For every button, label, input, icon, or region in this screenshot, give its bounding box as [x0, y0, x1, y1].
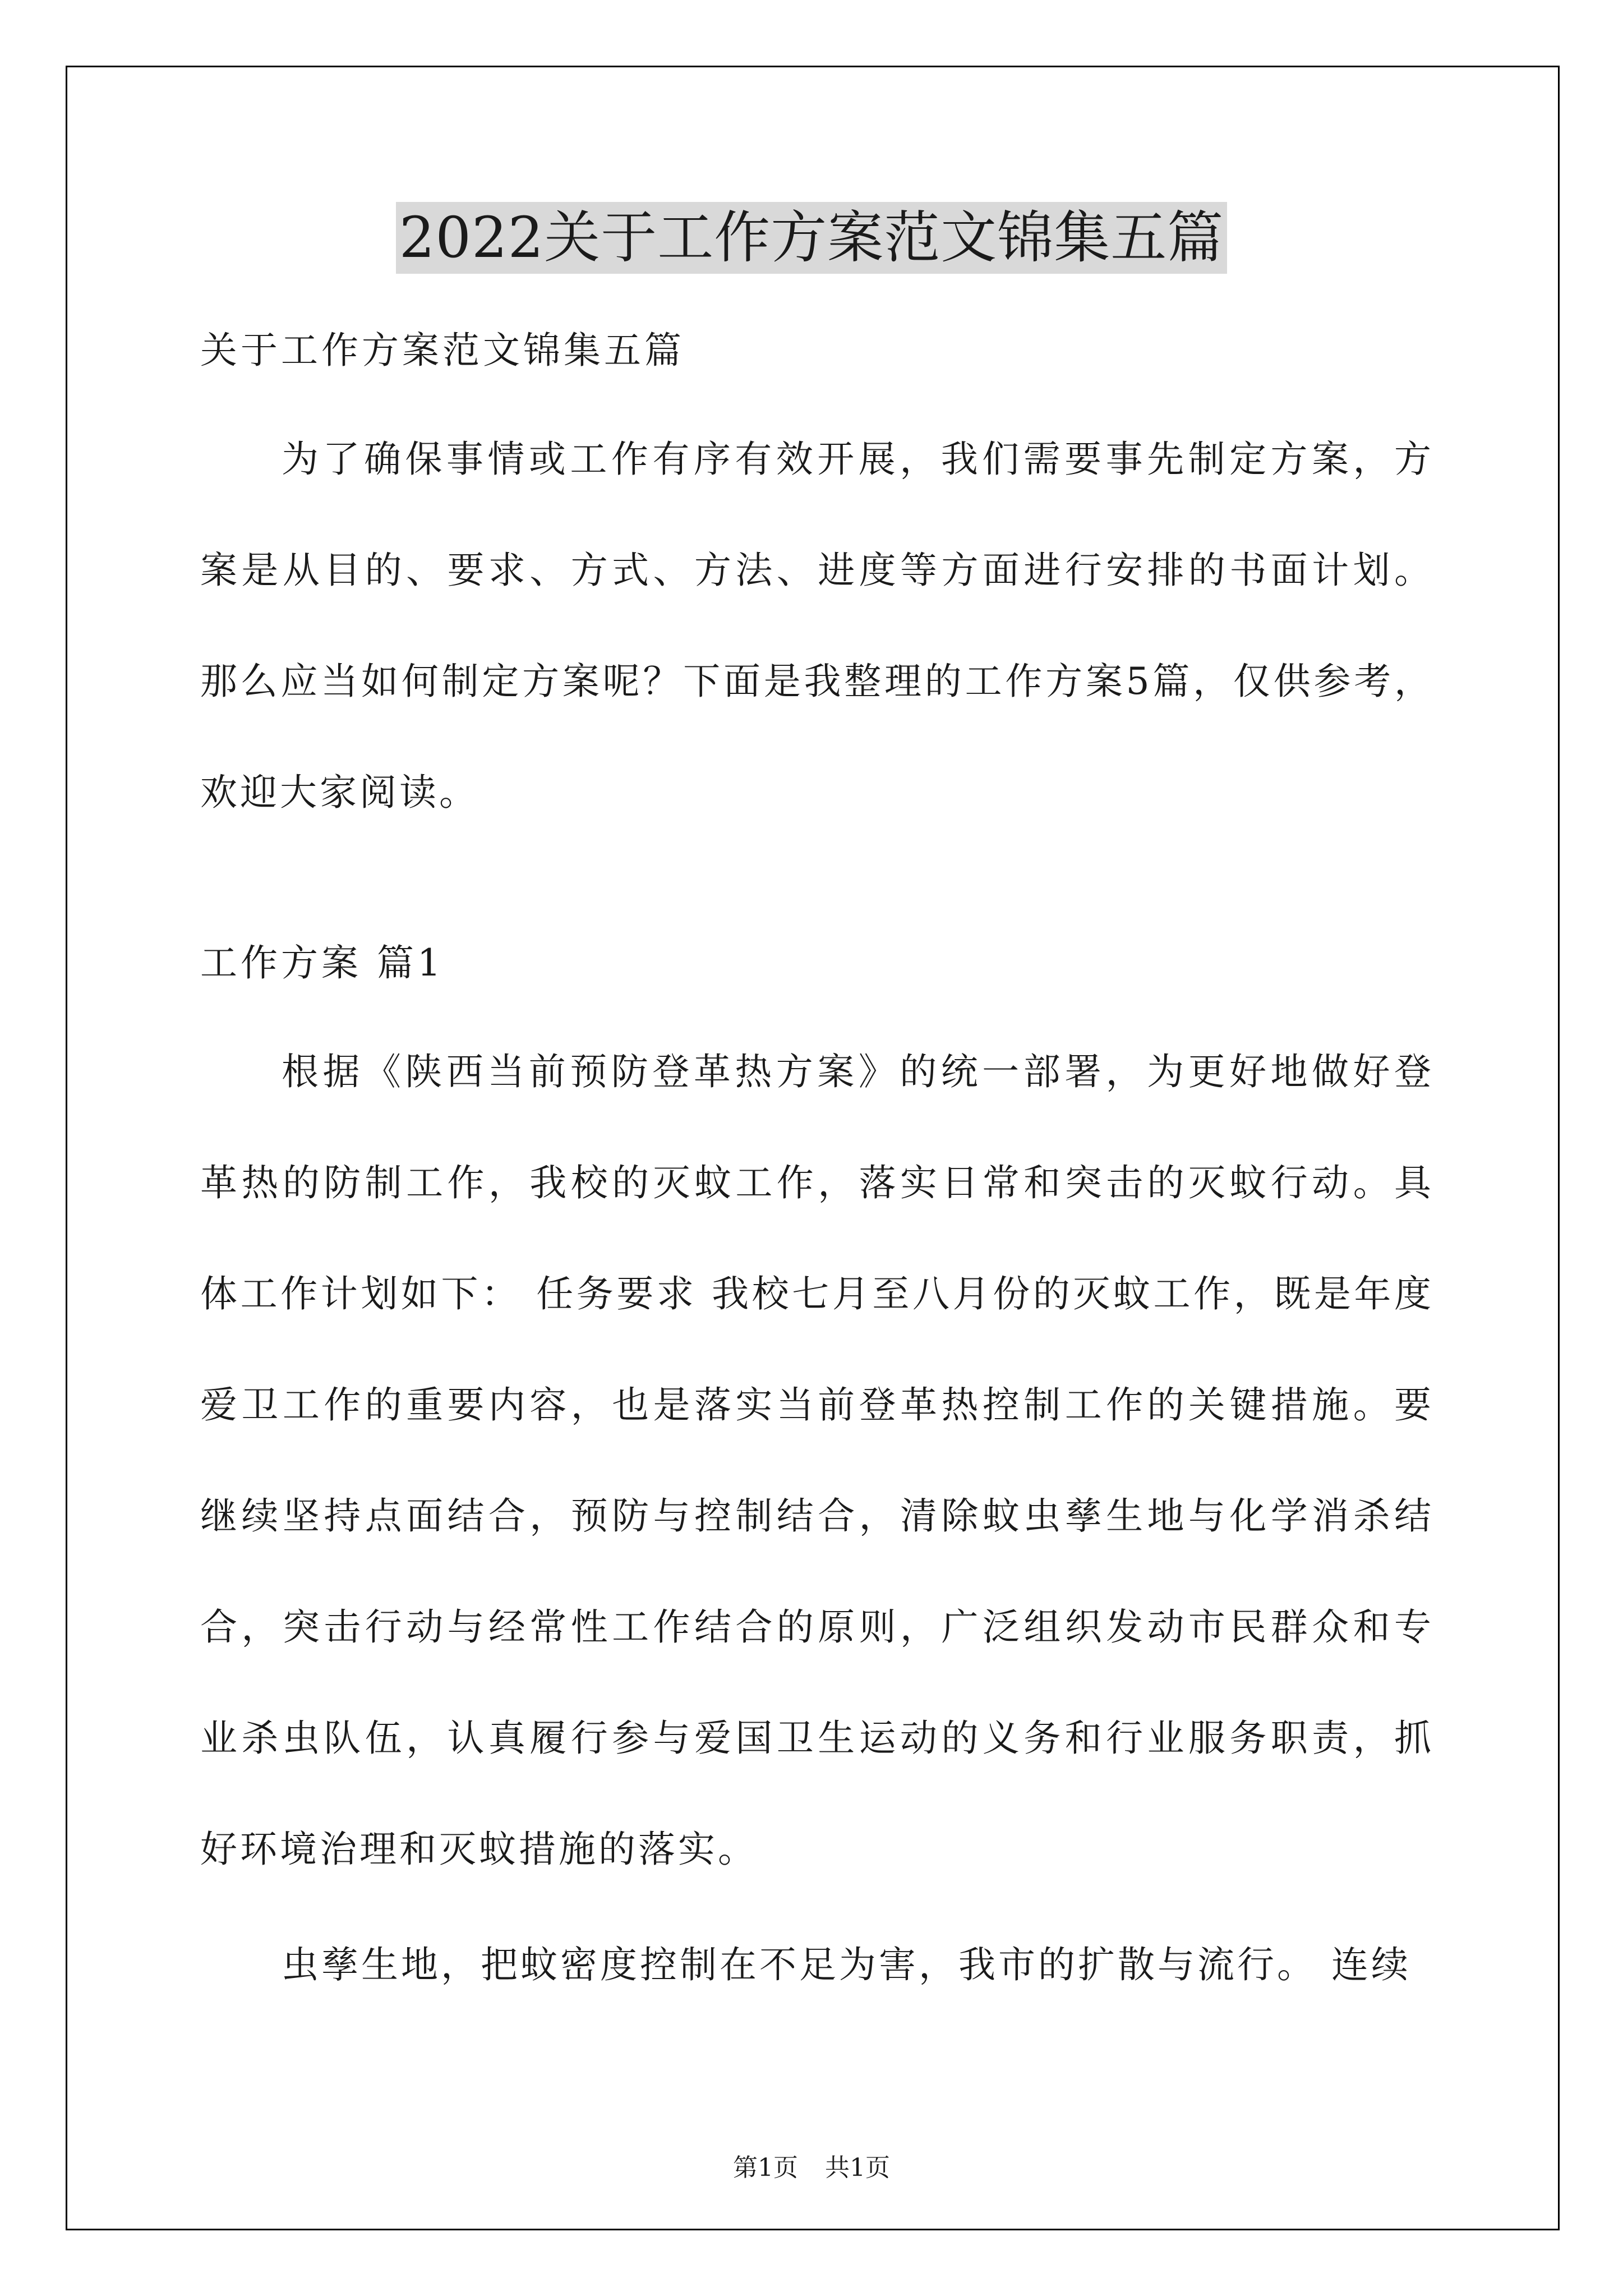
page-number-current: 第1页	[733, 2154, 798, 2182]
document-title: 2022关于工作方案范文锦集五篇	[396, 202, 1228, 274]
section-paragraph: 根据《陕西当前预防登革热方案》的统一部署，为更好地做好登革热的防制工作，我校的灭蚊工作，落实日常和突击的灭蚊行动。具体工作计划如下： 任务要求 我校七月至八月份的灭蚊工作，既是年度爱卫工作的重要内容，也是落实当前登革热控制工作的关键措施。要继续坚持点面结合，预防与控制结合，清除蚊虫孳生地与化学消杀结合，突击行动与经常性工作结合的原则，广泛组织发动市民群众和专业杀虫队伍，认真履行参与爱国卫生运动的义务和行业服务职责，抓好环境治理和灭蚊措施的落实。	[200, 1050, 1434, 1871]
document-body	[200, 306, 1434, 2021]
page-number-total: 共1页	[825, 2154, 890, 2182]
section-heading: 工作方案 篇1	[200, 941, 444, 984]
document-subtitle: 关于工作方案范文锦集五篇	[200, 329, 685, 372]
title-container	[0, 202, 1623, 274]
page-footer	[0, 2151, 1623, 2185]
intro-paragraph: 为了确保事情或工作有序有效开展，我们需要事先制定方案，方案是从目的、要求、方式、方法、进度等方面进行安排的书面计划。那么应当如何制定方案呢？下面是我整理的工作方案5篇，仅供参考，欢迎大家阅读。	[200, 438, 1434, 814]
section-paragraph: 虫孳生地，把蚊密度控制在不足为害，我市的扩散与流行。 连续	[282, 1943, 1411, 1986]
